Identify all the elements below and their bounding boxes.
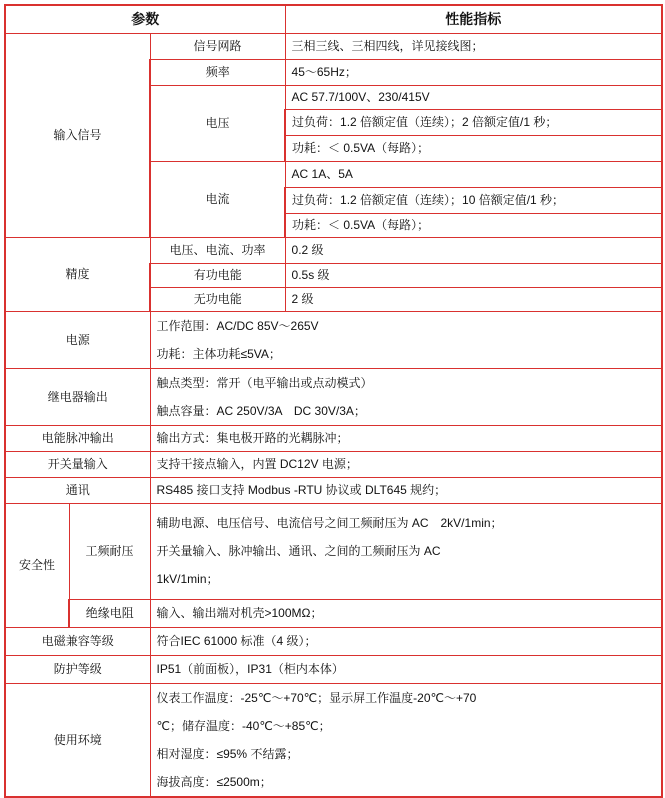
safety-label: 安全性: [5, 503, 69, 627]
header-spec: 性能指标: [285, 5, 662, 33]
network-label: 信号网路: [150, 33, 285, 59]
emc-value: 符合IEC 61000 标准（4 级）；: [150, 627, 662, 655]
table-row: [5, 33, 662, 59]
voltage-label: 电压: [150, 85, 285, 161]
power-supply-label: 电源: [5, 311, 150, 368]
switch-input-value: 支持干接点输入，内置 DC12V 电源；: [150, 451, 662, 477]
accuracy-active-label: 有功电能: [150, 263, 285, 287]
voltage-overload: 过负荷：1.2 倍额定值（连续）；2 倍额定值/1 秒；: [285, 109, 662, 135]
header-param: 参数: [5, 5, 285, 33]
environment-label: 使用环境: [5, 683, 150, 797]
pulse-label: 电能脉冲输出: [5, 425, 150, 451]
current-rated: AC 1A、5A: [285, 161, 662, 187]
spec-table: [4, 4, 663, 798]
current-power: 功耗：＜ 0.5VA（每路）；: [285, 213, 662, 237]
accuracy-reactive-value: 2 级: [285, 287, 662, 311]
accuracy-label: 精度: [5, 237, 150, 311]
withstand-line-2: 开关量输入、脉冲输出、通讯、之间的工频耐压为 AC: [156, 544, 441, 558]
table-row: [5, 451, 662, 477]
relay-type: 触点类型：常开（电平输出或点动模式）: [156, 375, 373, 390]
accuracy-active-value: 0.5s 级: [285, 263, 662, 287]
table-row: [5, 503, 662, 599]
insulation-value: 输入、输出端对机壳>100MΩ；: [150, 599, 662, 627]
comm-value: RS485 接口支持 Modbus -RTU 协议或 DLT645 规约；: [150, 477, 662, 503]
protection-value: IP51（前面板），IP31（柜内本体）: [150, 655, 662, 683]
table-row: [5, 599, 662, 627]
withstand-line-1: 辅助电源、电压信号、电流信号之间工频耐压为 AC 2kV/1min；: [156, 516, 503, 530]
header-row: [5, 5, 662, 33]
accuracy-vip-label: 电压、电流、功率: [150, 237, 285, 263]
environment-line-4: 海拔高度：≤2500m；: [156, 774, 272, 789]
table-row: [5, 627, 662, 655]
withstand-line-3: 1kV/1min；: [156, 572, 219, 586]
voltage-power: 功耗：＜ 0.5VA（每路）；: [285, 135, 662, 161]
power-supply-range: 工作范围：AC/DC 85V～265V: [156, 318, 319, 333]
table-row: [5, 237, 662, 263]
current-label: 电流: [150, 161, 285, 237]
current-overload: 过负荷：1.2 倍额定值（连续）；10 倍额定值/1 秒；: [285, 187, 662, 213]
switch-input-label: 开关量输入: [5, 451, 150, 477]
accuracy-vip-value: 0.2 级: [285, 237, 662, 263]
withstand-label: 工频耐压: [69, 503, 150, 599]
environment-line-2: ℃；储存温度：-40℃～+85℃；: [156, 718, 331, 733]
environment-line-1: 仪表工作温度：-25℃～+70℃；显示屏工作温度-20℃～+70: [156, 690, 477, 705]
insulation-label: 绝缘电阻: [69, 599, 150, 627]
environment-line-3: 相对湿度：≤95% 不结露；: [156, 746, 299, 761]
input-signal-label: 输入信号: [5, 33, 150, 237]
table-row: [5, 425, 662, 451]
comm-label: 通讯: [5, 477, 150, 503]
table-row: [5, 683, 662, 797]
power-supply-consumption: 功耗：主体功耗≤5VA；: [156, 346, 281, 361]
voltage-rated: AC 57.7/100V、230/415V: [285, 85, 662, 109]
emc-label: 电磁兼容等级: [5, 627, 150, 655]
table-row: [5, 311, 662, 368]
protection-label: 防护等级: [5, 655, 150, 683]
relay-capacity: 触点容量：AC 250V/3A DC 30V/3A；: [156, 403, 366, 418]
pulse-value: 输出方式：集电极开路的光耦脉冲；: [150, 425, 662, 451]
table-row: [5, 477, 662, 503]
frequency-value: 45～65Hz；: [285, 59, 662, 85]
table-row: [5, 655, 662, 683]
network-value: 三相三线、三相四线，详见接线图；: [285, 33, 662, 59]
table-row: [5, 368, 662, 425]
accuracy-reactive-label: 无功电能: [150, 287, 285, 311]
frequency-label: 频率: [150, 59, 285, 85]
relay-label: 继电器输出: [5, 368, 150, 425]
